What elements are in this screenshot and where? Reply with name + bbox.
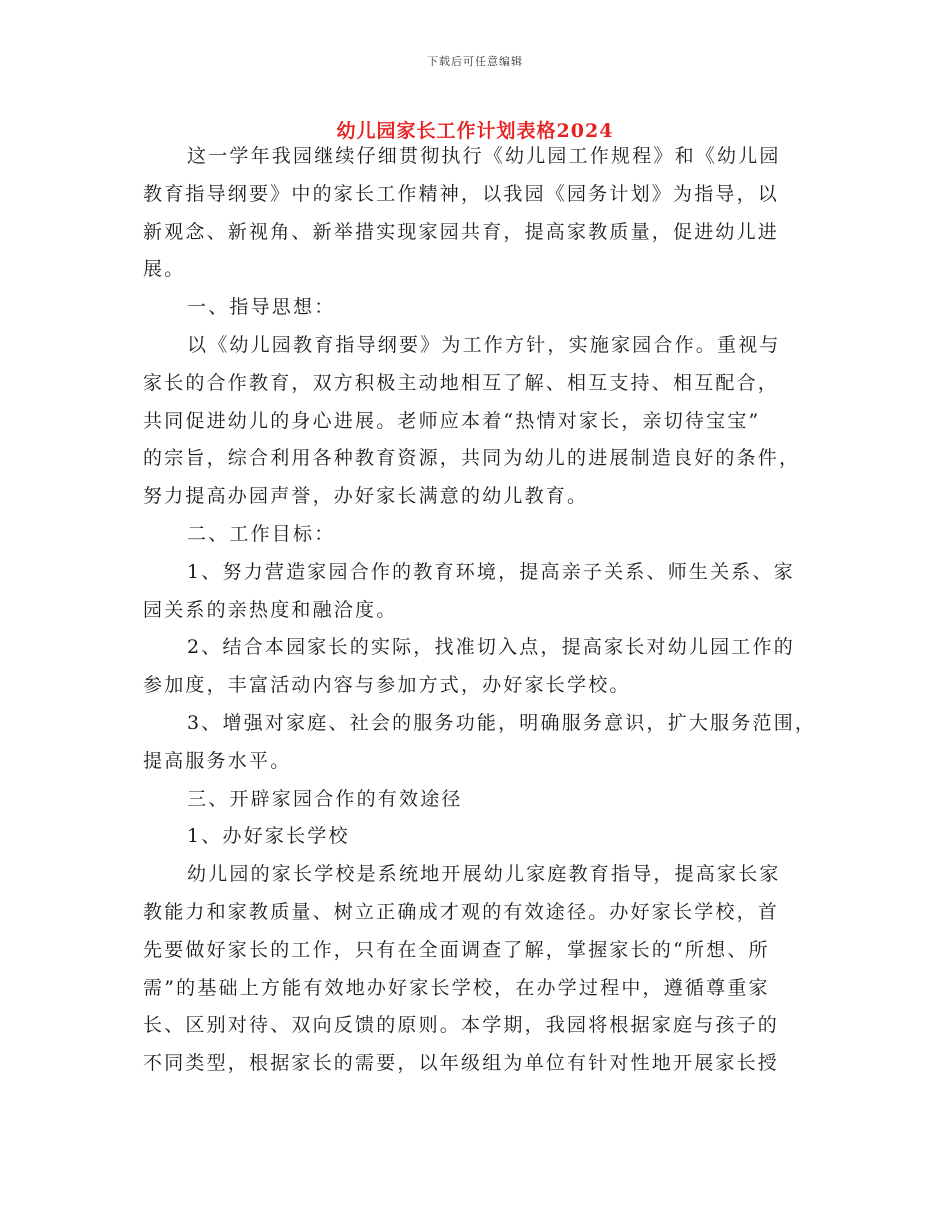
paragraph-line: 1、努力营造家园合作的教育环境，提高亲子关系、师生关系、家	[187, 560, 795, 583]
paragraph-line: 以《幼儿园教育指导纲要》为工作方针，实施家园合作。重视与	[187, 333, 781, 356]
paragraph-line: 三、开辟家园合作的有效途径	[187, 787, 463, 810]
paragraph-line: 幼儿园的家长学校是系统地开展幼儿家庭教育指导，提高家长家	[187, 863, 781, 886]
paragraph-line: 长、区别对待、双向反馈的原则。本学期，我园将根据家庭与孩子的	[143, 1014, 780, 1037]
paragraph-line: 家长的合作教育，双方积极主动地相互了解、相互支持、相互配合，	[143, 371, 780, 394]
paragraph-line: 新观念、新视角、新举措实现家园共育，提高家教质量，促进幼儿进	[143, 220, 780, 243]
page-header-note: 下载后可任意编辑	[427, 55, 523, 68]
paragraph-line: 二、工作目标：	[187, 522, 336, 545]
paragraph-line: 提高服务水平。	[143, 749, 292, 772]
paragraph-line: 1、办好家长学校	[187, 825, 350, 848]
paragraph-line: 教能力和家教质量、树立正确成才观的有效途径。办好家长学校，首	[143, 900, 780, 923]
paragraph-line: 2、结合本园家长的实际，找准切入点，提高家长对幼儿园工作的	[187, 636, 795, 659]
document-title: 幼儿园家长工作计划表格2024	[336, 120, 614, 142]
paragraph-line: 先要做好家长的工作，只有在全面调查了解，掌握家长的“所想、所	[143, 938, 770, 961]
paragraph-line: 需”的基础上方能有效地办好家长学校，在办学过程中，遵循尊重家	[143, 976, 770, 999]
paragraph-line: 不同类型，根据家长的需要，以年级组为单位有针对性地开展家长授	[143, 1052, 780, 1075]
paragraph-line: 参加度，丰富活动内容与参加方式，办好家长学校。	[143, 674, 631, 697]
paragraph-line: 展。	[143, 258, 186, 281]
paragraph-line: 3、增强对家庭、社会的服务功能，明确服务意识，扩大服务范围，	[187, 711, 817, 734]
paragraph-line: 一、指导思想：	[187, 296, 336, 319]
document-body	[143, 138, 823, 1083]
paragraph-line: 这一学年我园继续仔细贯彻执行《幼儿园工作规程》和《幼儿园	[187, 145, 781, 167]
paragraph-line: 的宗旨，综合利用各种教育资源，共同为幼儿的进展制造良好的条件，	[143, 447, 801, 470]
paragraph-line: 园关系的亲热度和融洽度。	[143, 598, 398, 621]
paragraph-line: 共同促进幼儿的身心进展。老师应本着“热情对家长，亲切待宝宝”	[143, 409, 761, 432]
paragraph-line: 教育指导纲要》中的家长工作精神，以我园《园务计划》为指导，以	[143, 182, 780, 205]
paragraph-line: 努力提高办园声誉，办好家长满意的幼儿教育。	[143, 485, 589, 508]
